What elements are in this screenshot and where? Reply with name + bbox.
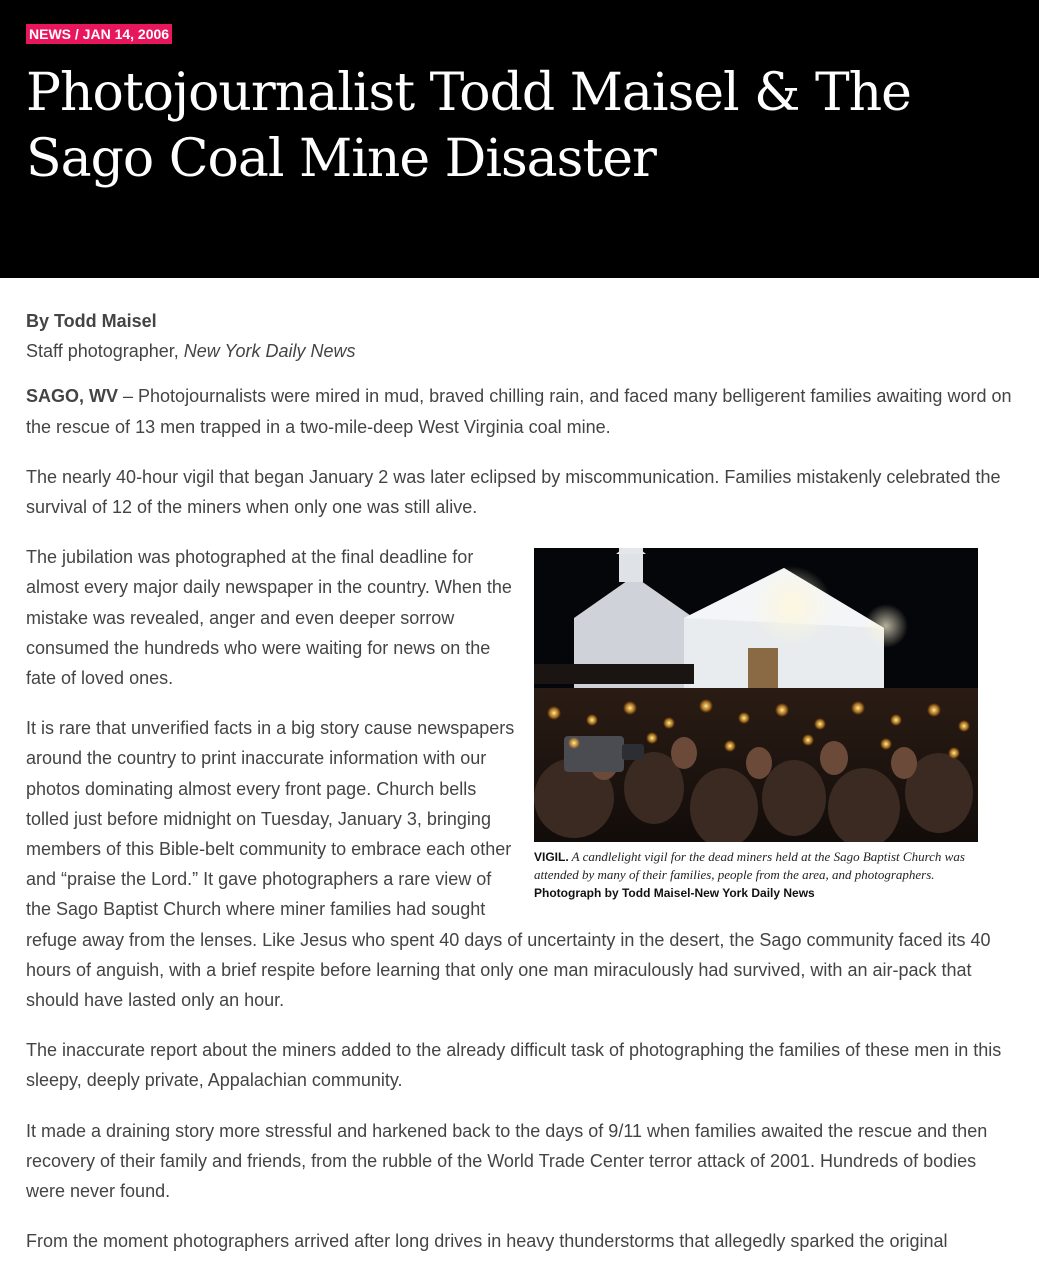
article-body — [0, 278, 1039, 1256]
caption-kicker: VIGIL. — [534, 850, 569, 865]
author-name: By Todd Maisel — [26, 311, 157, 331]
paragraph-6: It made a draining story more stressful and harkened back to the days of 9/11 when families awaited the rescue and then recovery of their family and friends, from the rubble of the World Trade Center terror attack of 2001. Hundreds of bodies were never found. — [26, 1120, 988, 1202]
paragraph-1-text: – Photojournalists were mired in mud, braved chilling rain, and faced many belligerent families awaiting word on the rescue of 13 men trapped in a two-mile-deep West Virginia coal mine. — [26, 386, 1012, 437]
category-date-tag[interactable]: NEWS / JAN 14, 2006 — [26, 24, 172, 44]
photo-caption — [534, 848, 978, 902]
vigil-photo — [534, 548, 978, 842]
paragraph-3: The jubilation was photographed at the final deadline for almost every major daily newspaper in the country. When the mistake was revealed, anger and even deeper sorrow consumed the hundreds who were waiting for news on the fate of loved ones. — [26, 547, 512, 689]
author-role-prefix: Staff photographer, — [26, 341, 184, 362]
paragraph-7: From the moment photographers arrived after long drives in heavy thunderstorms that allegedly sparked the original — [26, 1231, 948, 1252]
vigil-photo-illustration — [534, 548, 978, 842]
photo-credit: Photograph by Todd Maisel-New York Daily News — [534, 886, 815, 901]
page-title: Photojournalist Todd Maisel & The Sago Coal Mine Disaster — [26, 63, 911, 189]
paragraph-4: It is rare that unverified facts in a big story cause newspapers around the country to print inaccurate information with our photos dominating almost every front page. Church bells tolled just before midnight on Tuesday, January 3, bringing members of this Bible-belt community to embrace each other and “praise the Lord.” It gave photographers a rare view of the Sago Baptist Church where miner families had sought refuge away from the lenses. Like Jesus who spent 40 days of uncertainty in the desert, the Sago community faced its 40 hours of anguish, with a brief respite before learning that only one man miraculously had survived, with an air-pack that should have lasted only an hour. — [26, 718, 991, 1011]
article-hero — [0, 0, 1039, 278]
publication-name: New York Daily News — [183, 341, 356, 362]
author-role — [26, 336, 1013, 366]
vigil-figure — [534, 542, 978, 902]
paragraph-2: The nearly 40-hour vigil that began January 2 was later eclipsed by miscommunication. Families mistakenly celebrated the survival of 12 of the miners when only one was still alive. — [26, 466, 1001, 518]
caption-text: A candlelight vigil for the dead miners held at the Sago Baptist Church was attended by many of their families, people from the area, and photographers. — [534, 849, 965, 883]
paragraph-1 — [26, 381, 1013, 441]
dateline: SAGO, WV — [26, 386, 119, 407]
paragraph-5: The inaccurate report about the miners added to the already difficult task of photographing the families of these men in this sleepy, deeply private, Appalachian community. — [26, 1040, 1002, 1091]
byline — [26, 306, 1013, 366]
